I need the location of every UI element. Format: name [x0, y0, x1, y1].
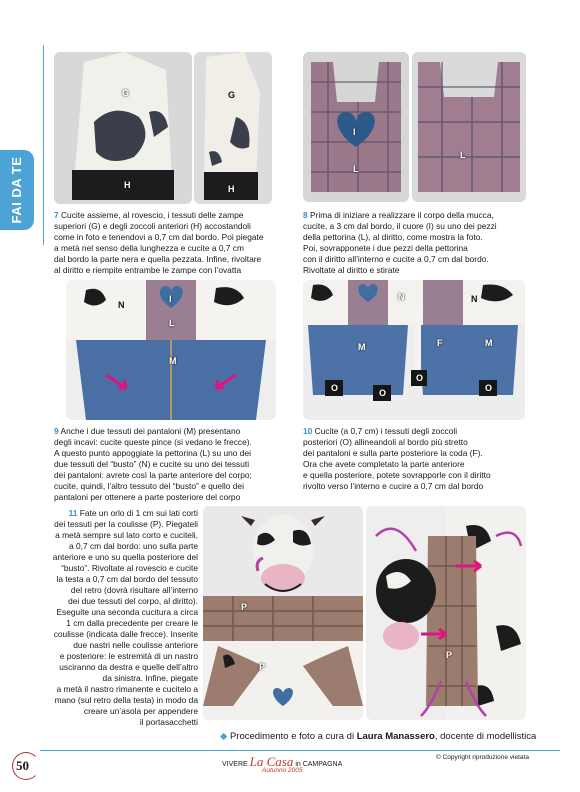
photo-step9 — [66, 280, 276, 420]
label-f: F — [437, 338, 443, 348]
label-p: P — [259, 662, 266, 672]
label-o: O — [416, 373, 424, 383]
label-l: L — [169, 318, 175, 328]
label-i: I — [353, 127, 356, 137]
label-m: M — [169, 356, 177, 366]
label-g: G — [228, 90, 236, 100]
label-i: I — [169, 294, 172, 304]
photo-step7-right — [194, 52, 272, 204]
footer-rule — [40, 750, 560, 751]
label-p: P — [241, 602, 248, 612]
label-o: O — [331, 383, 339, 393]
photo-step7-left — [54, 52, 192, 204]
side-rule — [43, 45, 44, 245]
photo-step8-right — [412, 52, 526, 202]
label-n: N — [118, 300, 125, 310]
photo-step8-left — [303, 52, 409, 202]
step11-caption: 11 Fate un orlo di 1 cm sui lati corti dei tessuti per la coulisse (P). Piegateli a metà sempre sul lato corto e cuciteli, a 0,7 cm dal bordo: uno sulla parte anteriore e uno su quella posteriore del “busto”. Rivoltate al rovescio e cucite la testa a 0,7 cm dal bordo del tessuto del retro (dovrà risultare all’interno dei due tessuti del corpo, al diritto). Eseguite una seconda cucitura a circa 1 cm dalla precedente per creare le coulisse (indicata dalle frecce). Inserite due nastri nelle coulisse anteriore e posteriore: le estremità di un nastro usciranno da destra e quelle dell’altro da sinistra. Infine, piegate a metà il nastro rimanente e cucitelo a mano (sul retro della testa) in modo da creare un’asola per appendere il portasacchetti — [52, 508, 198, 727]
step9-caption: 9 Anche i due tessuti dei pantaloni (M) presentano degli incavi: cucite queste pince (si vedano le frecce). A questo punto appoggiate la pettorina (L) su uno dei due tessuti del “busto” (N) e cucite su uno dei tessuti dei pantaloni: avrete così la parte anteriore del corpo; cucite, quindi, l’altro tessuto del “busto” e quello dei pantaloni per ottenere a parte posteriore del corpo — [54, 426, 252, 502]
photo-step11-left — [203, 506, 363, 720]
photo-step11-right — [366, 506, 526, 720]
label-m: M — [485, 338, 493, 348]
copyright: © Copyright riproduzione vietata — [436, 754, 529, 761]
label-n: N — [398, 292, 405, 302]
label-g: G — [122, 88, 130, 98]
label-l: L — [353, 164, 359, 174]
label-h: H — [228, 184, 235, 194]
page-number: 50 — [16, 758, 29, 773]
label-p: P — [446, 650, 453, 660]
step10-caption: 10 Cucite (a 0,7 cm) i tessuti degli zoccoli posteriori (O) allineandoli al bordo più stretto dei pantaloni e sulla parte posteriore la coda (F). Ora che avete completato la parte anteriore e quella posteriore, potete sovrapporle con il diritto rivolto verso l’interno e cucire a 0,7 cm dal bordo — [303, 426, 491, 491]
label-o: O — [379, 388, 387, 398]
label-o: O — [485, 383, 493, 393]
label-h: H — [124, 180, 131, 190]
step8-caption: 8 Prima di iniziare a realizzare il corpo della mucca, cucite, a 3 cm dal bordo, il cuore (I) su uno dei pezzi della pettorina (L), al diritto, come mostra la foto. Poi, sovrapponete i due pezzi della pettorina con il diritto all’interno e cucite a 0,7 cm dal bordo. Rivoltate al diritto e stirate — [303, 210, 497, 275]
bullet-icon: ◆ — [220, 731, 228, 742]
magazine-brand: VIVERE La Casa in CAMPAGNA Autunno 2005 — [222, 754, 343, 774]
photo-step10 — [303, 280, 525, 420]
label-m: M — [358, 342, 366, 352]
section-tab-label: FAI DA TE — [9, 156, 24, 224]
label-n: N — [471, 294, 478, 304]
step7-caption: 7 Cucite assieme, al rovescio, i tessuti delle zampe superiori (G) e degli zoccoli anteriori (H) accostandoli come in foto e tenendovi a 0,7 cm dal bordo. Poi piegate a metà nel senso della lunghezza e cucite a 0,7 cm dal bordo la parte nera e quella pezzata. Infine, rivoltare al diritto e riempite entrambe le zampe con l’ovatta — [54, 210, 264, 275]
credit-line: ◆ Procedimento e foto a cura di Laura Manassero, docente di modellistica — [220, 731, 537, 742]
label-l: L — [460, 150, 466, 160]
